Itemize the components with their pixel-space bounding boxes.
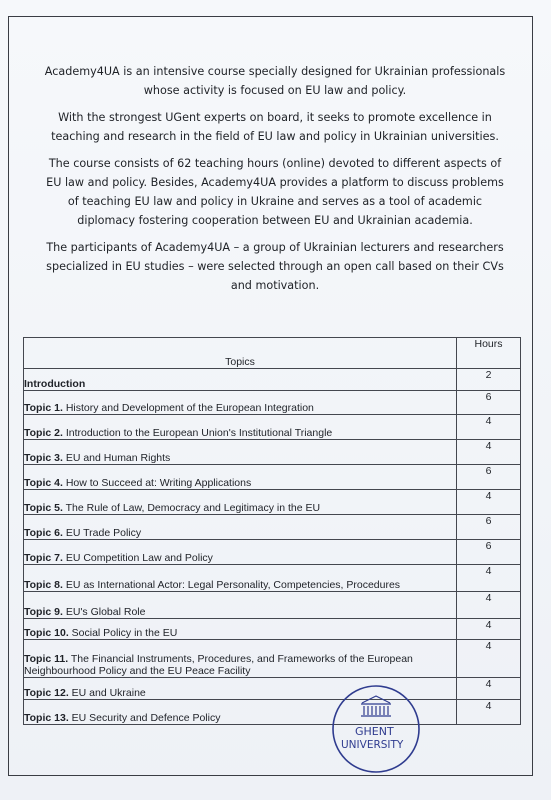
intro-paragraph: Academy4UA is an intensive course specially designed for Ukrainian professionals whose activity is focused on EU law and policy.	[44, 65, 506, 97]
building-icon	[361, 696, 391, 716]
hours-cell: 6	[457, 540, 521, 565]
topic-cell	[24, 540, 457, 565]
logo-text-university: UNIVERSITY	[341, 739, 404, 751]
topic-cell	[24, 415, 457, 440]
topic-cell	[24, 640, 457, 678]
hours-cell: 4	[457, 440, 521, 465]
table-row	[24, 700, 521, 725]
topic-number: Topic 4.	[24, 477, 63, 489]
topic-cell	[24, 515, 457, 540]
table-header-row	[24, 338, 521, 369]
table-row	[24, 391, 521, 415]
table-row	[24, 490, 521, 515]
topic-title: How to Succeed at: Writing Applications	[65, 477, 252, 489]
topic-number: Topic 7.	[24, 552, 63, 564]
topic-number: Topic 11.	[24, 653, 69, 665]
hours-cell: 6	[457, 465, 521, 490]
topic-cell	[24, 440, 457, 465]
topic-number: Topic 1.	[24, 402, 63, 414]
hours-cell: 6	[457, 391, 521, 415]
hours-cell: 4	[457, 700, 521, 725]
topic-number: Topic 8.	[24, 579, 63, 591]
hours-cell: 6	[457, 515, 521, 540]
ghent-university-logo	[330, 683, 422, 775]
hours-column-header: Hours	[457, 338, 521, 369]
table-row	[24, 515, 521, 540]
topic-number: Topic 13.	[24, 712, 69, 724]
table-row	[24, 640, 521, 678]
topic-number: Topic 3.	[24, 452, 63, 464]
hours-cell: 4	[457, 592, 521, 619]
topic-number: Topic 10.	[24, 627, 69, 639]
topic-number: Topic 2.	[24, 427, 63, 439]
hours-cell: 4	[457, 640, 521, 678]
topic-title: Introduction	[24, 378, 86, 390]
intro-paragraph: The participants of Academy4UA – a group of Ukrainian lecturers and researchers specialized in EU studies – were selected through an open call based on their CVs and motivation.	[46, 241, 504, 292]
table-row	[24, 592, 521, 619]
table-row	[24, 369, 521, 391]
hours-cell: 4	[457, 415, 521, 440]
table-row	[24, 565, 521, 592]
topics-table	[23, 337, 521, 725]
topic-cell	[24, 465, 457, 490]
topic-title: EU Security and Defence Policy	[71, 712, 221, 724]
intro-paragraph: The course consists of 62 teaching hours (online) devoted to different aspects of EU law and policy. Besides, Academy4UA provides a platform to discuss problems of teaching EU law and policy in Ukraine and serves as a tool of academic diplomacy fostering cooperation between EU and Ukrainian academia.	[46, 157, 504, 227]
table-row	[24, 678, 521, 700]
topic-title: Introduction to the European Union's Institutional Triangle	[65, 427, 333, 439]
hours-cell: 4	[457, 565, 521, 592]
table-row	[24, 619, 521, 640]
hours-cell: 2	[457, 369, 521, 391]
topic-title: The Rule of Law, Democracy and Legitimacy in the EU	[65, 502, 321, 514]
topics-column-header: Topics	[24, 338, 457, 369]
topic-title: History and Development of the European Integration	[65, 402, 314, 414]
topic-cell	[24, 490, 457, 515]
topic-cell	[24, 619, 457, 640]
topic-title: EU and Ukraine	[71, 687, 146, 699]
topic-title: Social Policy in the EU	[71, 627, 178, 639]
intro-text	[40, 62, 510, 303]
hours-cell: 4	[457, 678, 521, 700]
topic-number: Topic 6.	[24, 527, 63, 539]
topic-title: EU's Global Role	[65, 606, 146, 618]
hours-cell: 4	[457, 490, 521, 515]
hours-cell: 4	[457, 619, 521, 640]
table-row	[24, 465, 521, 490]
intro-paragraph: With the strongest UGent experts on board, it seeks to promote excellence in teaching and research in the field of EU law and policy in Ukrainian universities.	[51, 111, 499, 143]
topic-title: EU as International Actor: Legal Personality, Competencies, Procedures	[65, 579, 401, 591]
topic-number: Topic 9.	[24, 606, 63, 618]
topic-number: Topic 12.	[24, 687, 69, 699]
topic-cell	[24, 565, 457, 592]
topic-cell	[24, 391, 457, 415]
logo-text-ghent: GHENT	[355, 725, 394, 738]
table-row	[24, 440, 521, 465]
topic-title: EU Competition Law and Policy	[65, 552, 213, 564]
table-row	[24, 415, 521, 440]
table-row	[24, 540, 521, 565]
topic-cell	[24, 369, 457, 391]
topic-number: Topic 5.	[24, 502, 63, 514]
topic-title: EU and Human Rights	[65, 452, 171, 464]
topic-title: EU Trade Policy	[65, 527, 142, 539]
topic-title: The Financial Instruments, Procedures, and Frameworks of the European Neighbourhood Policy and the EU Peace Facility	[24, 653, 413, 677]
topic-cell	[24, 592, 457, 619]
